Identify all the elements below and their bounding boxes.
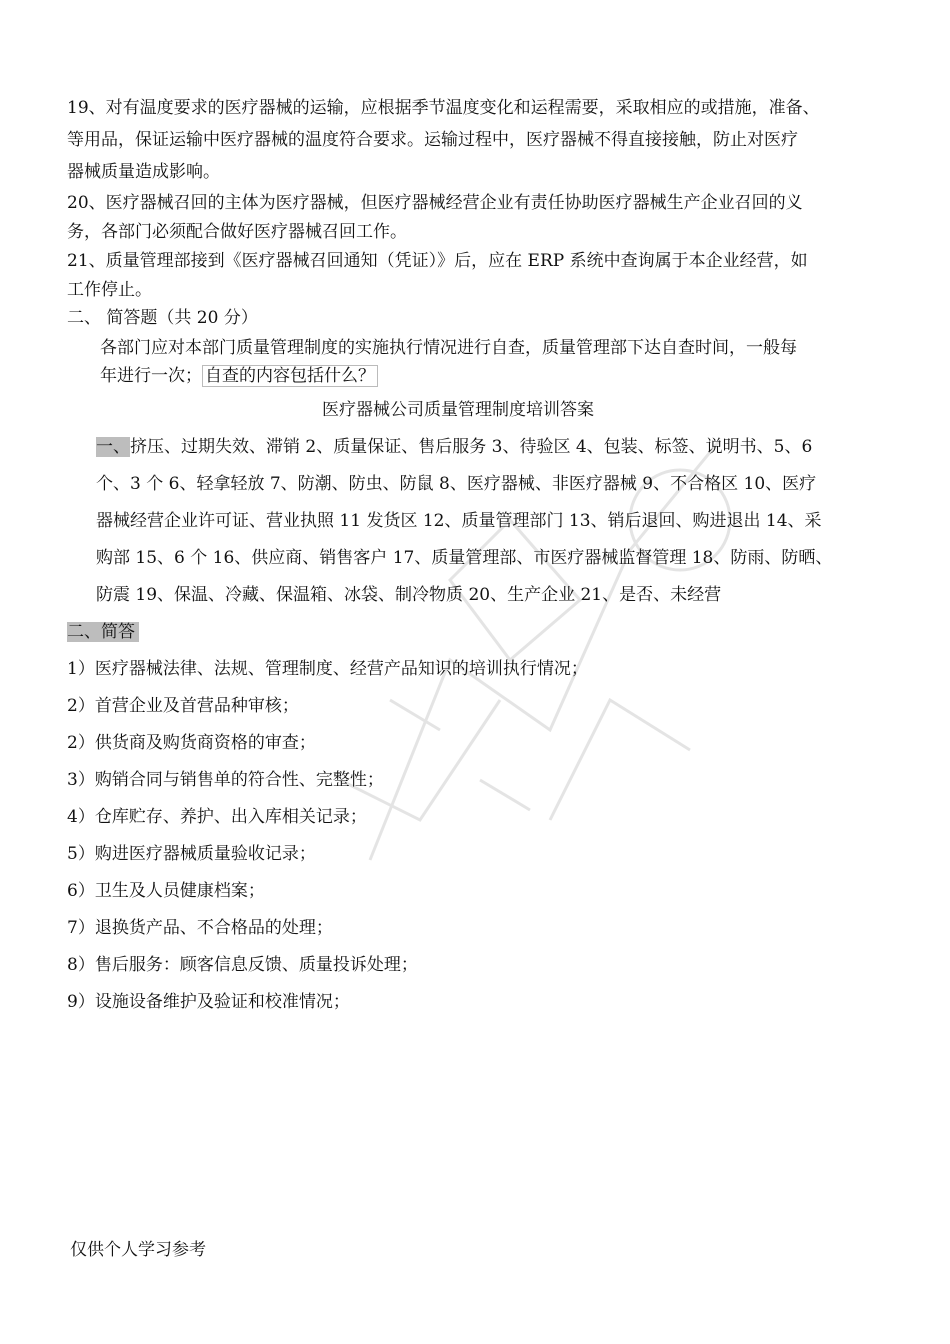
answers-part2-item-6: 5）购进医疗器械质量验收记录；: [67, 844, 316, 864]
answers-part2-heading: [67, 618, 139, 646]
answers-part2-title: 简答: [101, 622, 139, 642]
section2-question-part-a: 年进行一次；: [100, 366, 202, 386]
answers-part1-line-1: [96, 432, 812, 462]
answers-part2-item-3: 2）供货商及购货商资格的审查；: [67, 733, 316, 753]
q21-line-1: 21、质量管理部接到《医疗器械召回通知（凭证）》后，应在 ERP 系统中查询属于本企业经营，如: [67, 251, 808, 271]
answers-part1-line-3: 器械经营企业许可证、营业执照 11 发货区 12、质量管理部门 13、销后退回、购进退出 14、采: [96, 511, 822, 531]
q19-line-2: 等用品，保证运输中医疗器械的温度符合要求。运输过程中，医疗器械不得直接接触，防止对医疗: [67, 130, 798, 150]
answers-part1-line-4: 购部 15、6 个 16、供应商、销售客户 17、质量管理部、市医疗器械监督管理 18、防雨、防晒、: [96, 548, 833, 568]
q19-line-1: 19、对有温度要求的医疗器械的运输，应根据季节温度变化和运程需要，采取相应的或措施，准备、: [67, 98, 820, 118]
section2-question-part-b: 自查的内容包括什么？: [202, 365, 378, 387]
q21-line-2: 工作停止。: [67, 280, 152, 300]
answers-part2-item-8: 7）退换货产品、不合格品的处理；: [67, 918, 333, 938]
q19-line-3: 器械质量造成影响。: [67, 162, 220, 182]
answers-title: 医疗器械公司质量管理制度培训答案: [322, 400, 594, 420]
section2-question-line-1: 各部门应对本部门质量管理制度的实施执行情况进行自查，质量管理部下达自查时间，一般每: [100, 338, 797, 358]
answers-part1-text-1: 挤压、过期失效、滞销 2、质量保证、售后服务 3、待验区 4、包装、标签、说明书、5、6: [130, 437, 813, 457]
answers-part1-label: 一、: [96, 437, 130, 457]
answers-part2-item-2: 2）首营企业及首营品种审核；: [67, 696, 299, 716]
section2-question-line-2: [100, 362, 378, 390]
answers-part2-item-1: 1）医疗器械法律、法规、管理制度、经营产品知识的培训执行情况；: [67, 659, 588, 679]
footer-note: 仅供个人学习参考: [70, 1240, 206, 1260]
answers-part1-line-2: 个、3 个 6、轻拿轻放 7、防潮、防虫、防鼠 8、医疗器械、非医疗器械 9、不合格区 10、医疗: [96, 474, 817, 494]
answers-part2-item-9: 8）售后服务：顾客信息反馈、质量投诉处理；: [67, 955, 418, 975]
q20-line-1: 20、医疗器械召回的主体为医疗器械，但医疗器械经营企业有责任协助医疗器械生产企业召回的义: [67, 193, 803, 213]
section2-title: 二、 简答题（共 20 分）: [67, 308, 258, 328]
answers-part2-label: 二、: [67, 622, 101, 642]
answers-part2-item-4: 3）购销合同与销售单的符合性、完整性；: [67, 770, 384, 790]
answers-part2-item-10: 9）设施设备维护及验证和校准情况；: [67, 992, 350, 1012]
answers-part1-line-5: 防震 19、保温、冷藏、保温箱、冰袋、制冷物质 20、生产企业 21、是否、未经营: [96, 585, 722, 605]
q20-line-2: 务，各部门必须配合做好医疗器械召回工作。: [67, 222, 407, 242]
answers-part2-item-7: 6）卫生及人员健康档案；: [67, 881, 265, 901]
answers-part2-item-5: 4）仓库贮存、养护、出入库相关记录；: [67, 807, 367, 827]
